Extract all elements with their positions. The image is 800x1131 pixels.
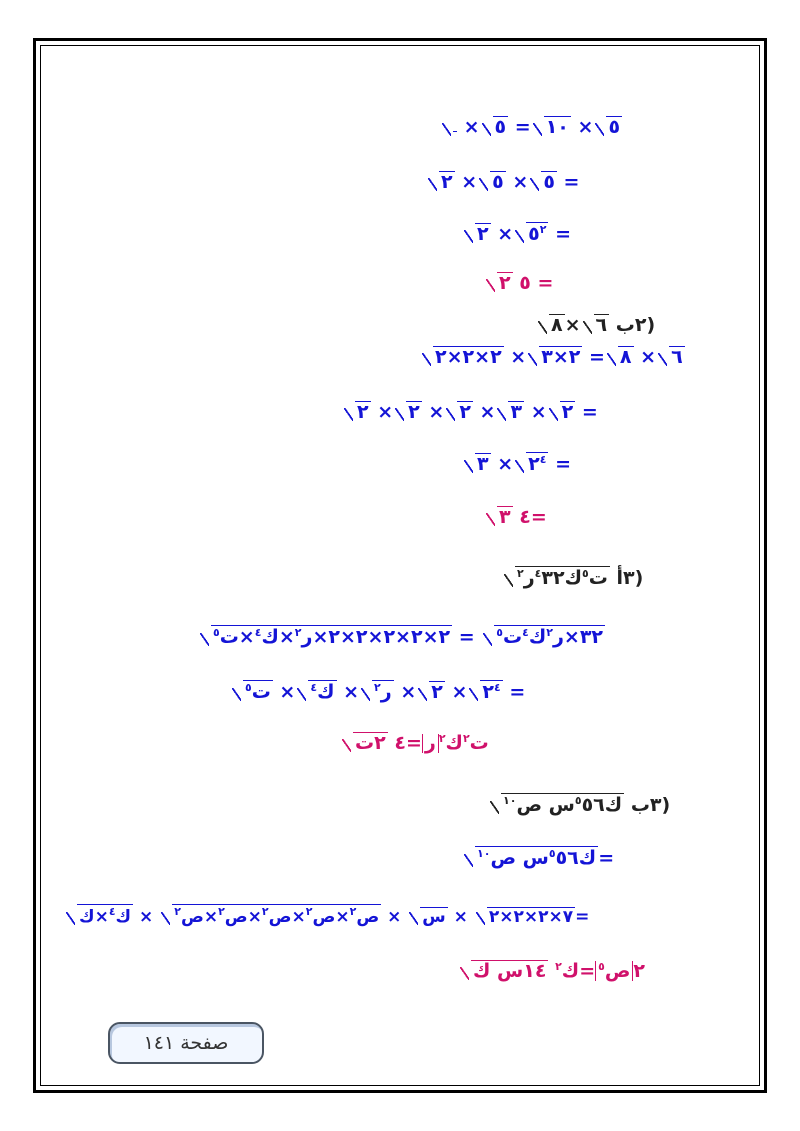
eq-3a-line2: ت$^٥$ × ك$^٤$ × ر$^٢$ × ٢ × $٢^٤$ = bbox=[230, 680, 525, 702]
eq-3b-line3: ١٤س ك ٢ص$^٥$=ك$^٢$ bbox=[458, 960, 645, 981]
eq-2a-line1: × ٥ = ١٠ × ٥ bbox=[440, 116, 622, 137]
eq-2b-line2: ٢ × ٢ × ٢ × ٣ × ٢ = bbox=[342, 401, 598, 422]
eq-3b-line2: ك$^٤$×ك × ص$^٢$×ص$^٢$×ص$^٢$×ص$^٢$×ص$^٢$ × س × ٧×٢×٢×٢ = bbox=[64, 904, 589, 926]
eq-2a-line3: ٢ × $٥^٢$ = bbox=[462, 222, 571, 244]
eq-2b-given: ٨ × ٦ ٢ب) bbox=[536, 314, 655, 335]
eq-2a-line2: ٢ × ٥ × ٥ = bbox=[426, 171, 579, 192]
eq-2a-line4: ٢ ٥ = bbox=[484, 272, 553, 293]
eq-3a-line3: ٢ت ت$^٢$ك$^٢$ر=٤ bbox=[340, 732, 489, 753]
page-number-badge bbox=[108, 1022, 264, 1064]
eq-3a-given: ت$^٥$ك$^٤$٣٢ر$^٢$ ٣أ) bbox=[502, 566, 643, 588]
eq-2b-line3: ٣ × $٢^٤$ = bbox=[462, 452, 571, 474]
page-border-inner bbox=[40, 45, 760, 1086]
eq-3b-line1: ك$^٥$٥٦س ص$^{١٠}$ = bbox=[462, 846, 614, 868]
eq-3b-given: ك$^٥$٥٦س ص$^{١٠}$ ٣ب) bbox=[488, 793, 670, 815]
page-number-label: صفحة ١٤١ bbox=[143, 1032, 229, 1054]
eq-2b-line4: ٣ ٤= bbox=[484, 506, 547, 527]
eq-3a-line1: ٢×٢×٢×٢×٢×ر$^٢$×ك$^٤$×ت$^٥$ = ٣٢×ر$^٢$ك$^٤$ت$^٥$ bbox=[198, 625, 605, 647]
eq-2b-line1: ٢×٢×٢ × ٢×٣ = ٨ × ٦ bbox=[420, 346, 685, 367]
